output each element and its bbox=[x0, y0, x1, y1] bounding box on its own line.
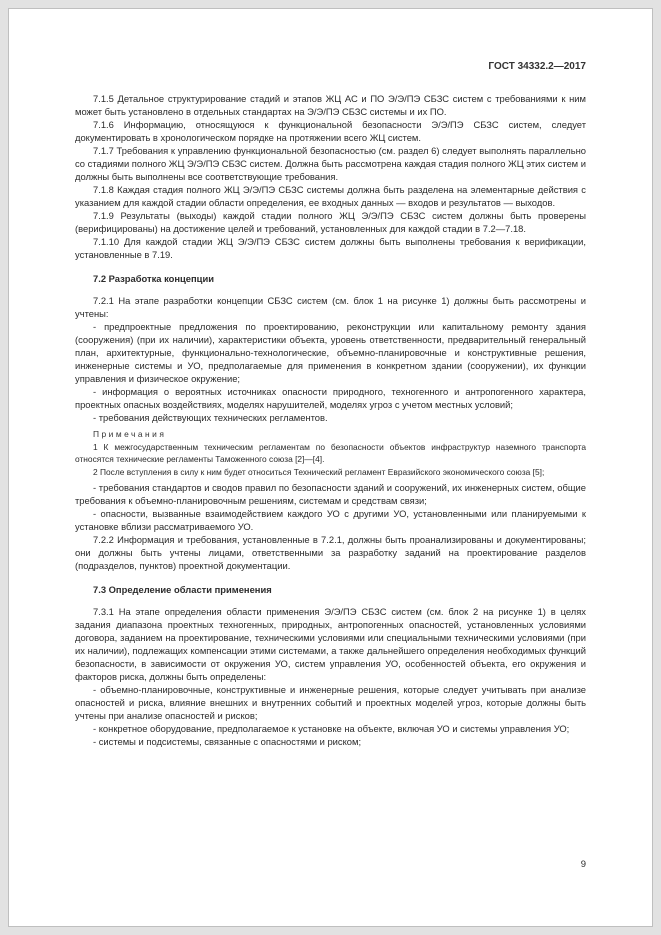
note-paragraph: 2 После вступления в силу к ним будет относиться Технический регламент Евразийского экономического союза [5]; bbox=[93, 467, 545, 477]
paragraph: 7.1.7 Требования к управлению функциональной безопасностью (см. раздел 6) следует выполнять параллельно со стадиями полного ЖЦ Э/Э/ПЭ СБЗС систем. Должна быть рассмотрена каждая стадия полного ЖЦ этих систем и должны быть выполнены все соответствующие требования. bbox=[75, 145, 586, 182]
paragraph: 7.1.5 Детальное структурирование стадий и этапов ЖЦ АС и ПО Э/Э/ПЭ СБЗС систем с требованиями к ним может быть установлено в отдельных стандартах на Э/Э/ПЭ СБЗС системы и их ПО. bbox=[75, 93, 586, 117]
page-number: 9 bbox=[580, 859, 586, 870]
list-item: - информация о вероятных источниках опасности природного, техногенного и антропогенного характера, проектных опасных воздействиях, моделях нарушителей, моделях угроз с учетом местных условий; bbox=[75, 386, 586, 410]
notes-label: Примечания bbox=[93, 429, 167, 439]
list-item: - опасности, вызванные взаимодействием каждого УО с другими УО, установленными или планируемыми к установке вблизи рассматриваемого УО. bbox=[75, 507, 586, 532]
paragraph: 7.1.8 Каждая стадия полного ЖЦ Э/Э/ПЭ СБЗС системы должна быть разделена на элементарные действия с указанием для каждой стадии области определения, ее входных данных — входов и результатов — выходов. bbox=[75, 184, 586, 208]
list-item: - объемно-планировочные, конструктивные и инженерные решения, которые следует учитывать при анализе опасностей и риска, влияние внешних и внутренних событий и проектных моделей угроз, которые должны быть учтены при анализе опасностей и рисков; bbox=[75, 683, 586, 721]
document-page bbox=[8, 8, 653, 927]
list-item: - системы и подсистемы, связанные с опасностями и риском; bbox=[93, 735, 362, 747]
paragraph: 7.2.1 На этапе разработки концепции СБЗС систем (см. блок 1 на рисунке 1) должны быть рассмотрены и учтены: bbox=[75, 295, 586, 319]
paragraph: 7.1.6 Информацию, относящуюся к функциональной безопасности Э/Э/ПЭ СБЗС систем, следует документировать в хронологическом порядке на протяжении всего ЖЦ систем. bbox=[75, 119, 586, 143]
document-header: ГОСТ 34332.2—2017 bbox=[488, 61, 586, 72]
list-item: - конкретное оборудование, предполагаемое к установке на объекте, включая УО и системы управления УО; bbox=[93, 722, 570, 734]
list-item: - требования действующих технических регламентов. bbox=[93, 412, 328, 423]
paragraph: 7.1.9 Результаты (выходы) каждой стадии полного ЖЦ Э/Э/ПЭ СБЗС систем должны быть проверены (верифицированы) на достижение целей и требований, установленных для каждой стадии в 7.2—7.18. bbox=[75, 210, 586, 234]
note-paragraph: 1 К межгосударственным техническим регламентам по безопасности объектов инфраструктур наземного транспорта относятся технические регламенты Таможенного союза [2]—[4]. bbox=[75, 442, 586, 464]
list-item: - предпроектные предложения по проектированию, реконструкции или капитальному ремонту здания (сооружения) (при их наличии), характеристики объекта, уровень ответственности, предварительный генеральный план, архитектурные, функционально-технологические, объемно-планировочные и конструктивные решения, инженерные системы и УО, предполагаемые для применения в конкретном здании (сооружении), их функции управления и физическое окружение; bbox=[75, 321, 586, 384]
section-heading: 7.2 Разработка концепции bbox=[93, 273, 214, 284]
paragraph: 7.3.1 На этапе определения области применения Э/Э/ПЭ СБЗС систем (см. блок 2 на рисунке 1) в целях задания диапазона проектных техногенных, природных, антропогенных опасностей, установленных условиями договора, заданием на проектирование, техническими условиями или специальными техническими условиями (при их наличии), подлежащих компенсации этими системами, а также дальнейшего определения необходимых функций безопасности, в зависимости от окружения УО, систем управления УО, особенностей объекта, его окружения и факторов риска, должны быть определены: bbox=[75, 605, 586, 682]
paragraph: 7.2.2 Информация и требования, установленные в 7.2.1, должны быть проанализированы и документированы; они должны быть учтены лицами, ответственными за разработку заданий на проектирование разделов (подразделов, пунктов) проектной документации. bbox=[75, 533, 586, 571]
list-item: - требования стандартов и сводов правил по безопасности зданий и сооружений, их инженерных систем, общие требования к объемно-планировочным решениям, системам и средствам связи; bbox=[75, 481, 586, 506]
section-heading: 7.3 Определение области применения bbox=[93, 583, 272, 595]
paragraph: 7.1.10 Для каждой стадии ЖЦ Э/Э/ПЭ СБЗС систем должны быть выполнены требования к верификации, установленные в 7.19. bbox=[75, 236, 586, 260]
document-body bbox=[75, 92, 586, 748]
